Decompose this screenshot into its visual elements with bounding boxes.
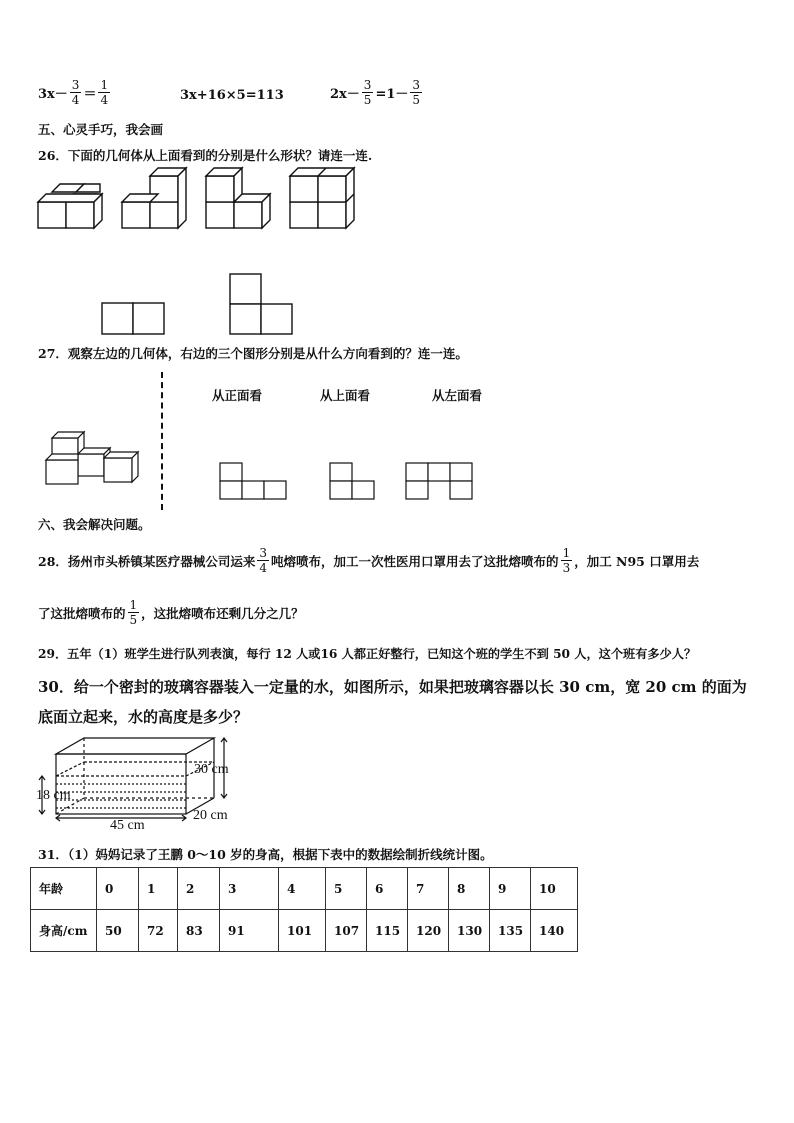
q26-solid-a — [38, 184, 102, 228]
age-cell: 9 — [490, 868, 531, 910]
question-28-line-2 — [38, 598, 304, 627]
age-cell: 10 — [531, 868, 578, 910]
height-cell: 101 — [279, 910, 326, 952]
eq3-lhs: 2x－ — [330, 87, 360, 102]
q30-dim-water: 18 cm — [36, 788, 71, 803]
equation-2: 3x+16×5=113 — [180, 88, 284, 103]
row-label-height: 身高/cm — [31, 910, 97, 952]
q28-text-4: 了这批熔喷布的 — [38, 605, 126, 621]
eq3-fraction-1: $\frac{3}{5}$ — [363, 78, 372, 107]
q27-view-c — [406, 463, 472, 499]
eq1-fraction-2: $\frac{1}{4}$ — [100, 78, 109, 107]
q28-text-1: 28．扬州市头桥镇某医疗器械公司运来 — [38, 553, 256, 569]
age-cell: 2 — [178, 868, 220, 910]
q26-solid-c — [206, 168, 270, 228]
question-31-text: 31．（1）妈妈记录了王鹏 0～10 岁的身高，根据下表中的数据绘制折线统计图。 — [38, 847, 493, 862]
q26-solid-d — [290, 168, 354, 228]
age-cell: 3 — [220, 868, 279, 910]
eq3-fraction-2: $\frac{3}{5}$ — [412, 78, 421, 107]
eq3-mid: =1－ — [375, 87, 409, 102]
q30-container-figure — [36, 734, 266, 834]
q27-label-top: 从上面看 — [320, 388, 371, 403]
q28-text-3: ，加工 N95 口罩用去 — [574, 553, 700, 569]
section-5-title: 五、心灵手巧，我会画 — [38, 122, 164, 137]
q30-dim-width: 20 cm — [193, 808, 228, 823]
height-cell: 91 — [220, 910, 279, 952]
age-cell: 6 — [367, 868, 408, 910]
height-table — [30, 867, 578, 952]
age-cell: 4 — [279, 868, 326, 910]
q28-text-2: 吨熔喷布，加工一次性医用口罩用去了这批熔喷布的 — [271, 553, 559, 569]
height-cell: 120 — [408, 910, 449, 952]
q27-view-b — [330, 463, 374, 499]
question-29-text: 29．五年（1）班学生进行队列表演，每行 12 人或16 人都正好整行，已知这个班的学生不到 50 人，这个班有多少人？ — [38, 647, 697, 661]
height-cell: 83 — [178, 910, 220, 952]
q26-solids-figure — [36, 168, 356, 232]
question-26-text: 26．下面的几何体从上面看到的分别是什么形状？请连一连. — [38, 148, 373, 163]
row-label-age: 年龄 — [31, 868, 97, 910]
eq1-equals: ＝ — [83, 87, 97, 102]
q27-view-a — [220, 463, 286, 499]
q28-fraction-2: $\frac{1}{3}$ — [562, 546, 571, 575]
q28-fraction-3: $\frac{1}{5}$ — [129, 598, 138, 627]
q28-text-5: ，这批熔喷布还剩几分之几？ — [141, 605, 304, 621]
question-28-line-1 — [38, 546, 699, 575]
q27-views — [220, 462, 480, 502]
eq1-fraction-1: $\frac{3}{4}$ — [71, 78, 80, 107]
age-cell: 1 — [139, 868, 178, 910]
q26-solid-b — [122, 168, 186, 228]
table-row-height — [31, 910, 578, 952]
height-cell: 107 — [326, 910, 367, 952]
table-row-age — [31, 868, 578, 910]
age-cell: 5 — [326, 868, 367, 910]
height-cell: 72 — [139, 910, 178, 952]
q27-label-left: 从左面看 — [432, 388, 483, 403]
question-30-line-2: 底面立起来，水的高度是多少？ — [38, 708, 249, 726]
q27-label-front: 从正面看 — [212, 388, 263, 403]
height-cell: 115 — [367, 910, 408, 952]
q30-dim-length: 45 cm — [110, 818, 145, 833]
height-cell: 50 — [97, 910, 139, 952]
equation-3 — [330, 78, 424, 107]
height-cell: 135 — [490, 910, 531, 952]
eq1-lhs: 3x－ — [38, 87, 68, 102]
q26-view-2 — [230, 274, 292, 334]
age-cell: 7 — [408, 868, 449, 910]
q27-divider — [161, 372, 163, 510]
age-cell: 0 — [97, 868, 139, 910]
q30-dim-height: 30 cm — [194, 762, 229, 777]
q28-fraction-1: $\frac{3}{4}$ — [259, 546, 268, 575]
equation-1 — [38, 78, 112, 107]
height-cell: 130 — [449, 910, 490, 952]
q26-view-1 — [102, 303, 164, 334]
q26-top-views — [100, 272, 300, 336]
height-cell: 140 — [531, 910, 578, 952]
age-cell: 8 — [449, 868, 490, 910]
question-30-line-1: 30．给一个密封的玻璃容器装入一定量的水，如图所示，如果把玻璃容器以长 30 cm，宽 20 cm 的面为 — [38, 678, 747, 696]
section-6-title: 六、我会解决问题。 — [38, 517, 151, 532]
question-27-text: 27．观察左边的几何体，右边的三个图形分别是从什么方向看到的？连一连。 — [38, 346, 468, 361]
q27-solid-figure — [44, 428, 144, 488]
